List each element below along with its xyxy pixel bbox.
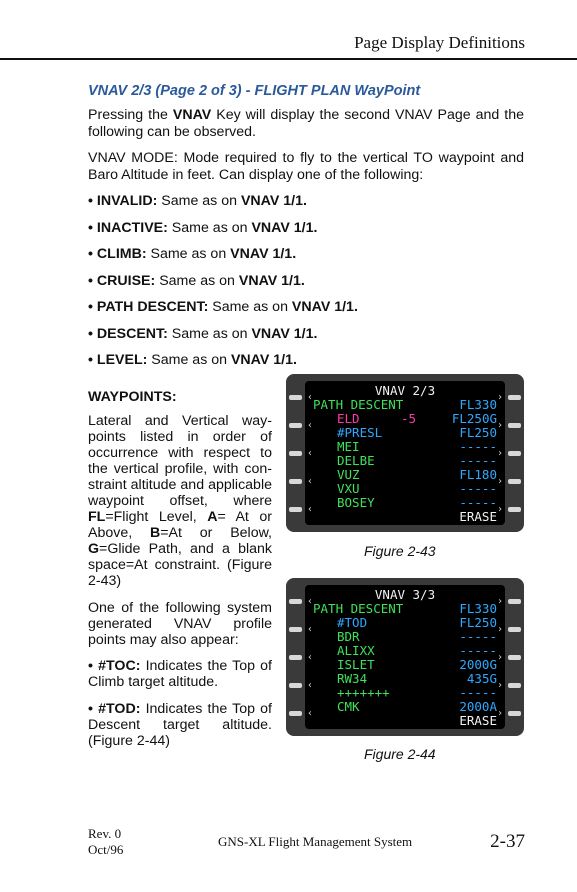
waypoint-altitude: 2000A	[459, 699, 497, 714]
line-select-key[interactable]	[289, 599, 302, 604]
line-select-key[interactable]	[508, 423, 521, 428]
line-select-key[interactable]	[289, 451, 302, 456]
line-select-key[interactable]	[508, 711, 521, 716]
mode-item-descent: • DESCENT: Same as on VNAV 1/1.	[88, 326, 318, 342]
waypoint-altitude: 435G	[466, 671, 497, 686]
revision-number: Rev. 0	[88, 826, 122, 841]
waypoint-altitude: FL250	[459, 615, 497, 630]
left-arrow-icon: ‹	[307, 708, 314, 719]
waypoint-name: #PRESL	[337, 425, 383, 440]
left-arrow-icon: ‹	[307, 420, 314, 431]
line-select-key[interactable]	[289, 423, 302, 428]
mode-item-inactive: • INACTIVE: Same as on VNAV 1/1.	[88, 220, 318, 236]
vnav-mode: PATH DESCENT	[313, 397, 404, 412]
waypoint-altitude: -----	[459, 685, 497, 700]
waypoint-name: MEI	[337, 439, 360, 454]
right-arrow-icon: ›	[496, 652, 503, 663]
line-select-key[interactable]	[289, 395, 302, 400]
left-arrow-icon: ‹	[307, 624, 314, 635]
waypoint-name: CMK	[337, 699, 360, 714]
waypoint-altitude: FL250G	[451, 411, 497, 426]
toc-item: • #TOC: Indicates the Top of Climb target altitude.	[88, 658, 272, 690]
right-arrow-icon: ›	[496, 624, 503, 635]
left-arrow-icon: ‹	[307, 596, 314, 607]
waypoint-row	[313, 426, 497, 440]
vnav-mode-paragraph: VNAV MODE: Mode required to fly to the vertical TO waypoint and Baro Altitude in feet. Can display one of the following:	[88, 150, 524, 183]
section-title: VNAV 2/3 (Page 2 of 3) - FLIGHT PLAN WayPoint	[88, 83, 421, 99]
footer-revision	[88, 826, 123, 858]
cdu-title-line	[313, 384, 497, 398]
figure-caption: Figure 2-44	[364, 746, 436, 762]
left-arrow-icon: ‹	[307, 504, 314, 515]
erase-prompt[interactable]: ERASE	[459, 509, 497, 524]
left-arrow-icon: ‹	[307, 476, 314, 487]
waypoint-row	[313, 482, 497, 496]
right-arrow-icon: ›	[496, 420, 503, 431]
mode-item-cruise: • CRUISE: Same as on VNAV 1/1.	[88, 273, 305, 289]
waypoint-row	[313, 672, 497, 686]
waypoint-altitude: -----	[459, 643, 497, 658]
waypoints-description: Lateral and Vertical way-points listed in order of occurrence with respect to the vertical profile, with con-straint altitude and applicable waypoint offset, where FL=Flight Level, A= At or Above, B=At or Below, G=Glide Path, and a blank space=At constraint. (Figure 2-43)	[88, 413, 272, 589]
left-arrow-icon: ‹	[307, 392, 314, 403]
line-select-key[interactable]	[289, 655, 302, 660]
waypoint-name: BDR	[337, 629, 360, 644]
header-rule	[0, 58, 577, 60]
waypoint-name: VXU	[337, 481, 360, 496]
waypoint-altitude: -----	[459, 481, 497, 496]
right-arrow-icon: ›	[496, 596, 503, 607]
line-select-key[interactable]	[508, 683, 521, 688]
left-arrow-icon: ‹	[307, 448, 314, 459]
waypoint-name: DELBE	[337, 453, 375, 468]
cdu-page-title: VNAV 2/3	[374, 383, 436, 398]
cdu-erase-line	[313, 510, 497, 524]
waypoint-name: VUZ	[337, 467, 360, 482]
cdu-screen	[305, 381, 505, 525]
waypoint-row	[313, 496, 497, 510]
waypoint-row	[313, 412, 497, 426]
waypoint-row	[313, 630, 497, 644]
right-arrow-icon: ›	[496, 392, 503, 403]
cdu-mode-line	[313, 398, 497, 412]
line-select-key[interactable]	[508, 507, 521, 512]
footer-manual-title: GNS-XL Flight Management System	[218, 834, 413, 849]
waypoint-altitude: -----	[459, 629, 497, 644]
page-number: 2-37	[490, 831, 525, 852]
figure-caption: Figure 2-43	[364, 543, 436, 559]
mode-item-invalid: • INVALID: Same as on VNAV 1/1.	[88, 193, 307, 209]
line-select-key[interactable]	[289, 627, 302, 632]
erase-prompt[interactable]: ERASE	[459, 713, 497, 728]
page-header-title: Page Display Definitions	[354, 33, 525, 52]
waypoint-row	[313, 658, 497, 672]
vnav-mode: PATH DESCENT	[313, 601, 404, 616]
waypoint-offset: -5	[401, 411, 417, 426]
profile-points-paragraph: One of the following system generated VNAV profile points may also appear:	[88, 600, 272, 648]
line-select-key[interactable]	[508, 479, 521, 484]
waypoint-row	[313, 686, 497, 700]
line-select-key[interactable]	[508, 627, 521, 632]
left-arrow-icon: ‹	[307, 652, 314, 663]
line-select-key[interactable]	[508, 395, 521, 400]
right-arrow-icon: ›	[496, 680, 503, 691]
mode-item-climb: • CLIMB: Same as on VNAV 1/1.	[88, 246, 297, 262]
cdu-display-vnav-2-3	[286, 374, 524, 532]
mode-altitude: FL330	[459, 601, 497, 616]
waypoint-row	[313, 616, 497, 630]
waypoint-altitude: -----	[459, 453, 497, 468]
waypoint-row	[313, 440, 497, 454]
tod-item: • #TOD: Indicates the Top of Descent target altitude. (Figure 2-44)	[88, 701, 272, 749]
right-arrow-icon: ›	[496, 504, 503, 515]
mode-altitude: FL330	[459, 397, 497, 412]
line-select-key[interactable]	[289, 711, 302, 716]
left-arrow-icon: ‹	[307, 680, 314, 691]
line-select-key[interactable]	[508, 655, 521, 660]
line-select-key[interactable]	[289, 507, 302, 512]
waypoint-name: +++++++	[337, 685, 390, 700]
line-select-key[interactable]	[289, 479, 302, 484]
line-select-key[interactable]	[508, 451, 521, 456]
waypoint-row	[313, 644, 497, 658]
mode-item-path-descent: • PATH DESCENT: Same as on VNAV 1/1.	[88, 299, 358, 315]
mode-item-level: • LEVEL: Same as on VNAV 1/1.	[88, 352, 297, 368]
intro-paragraph: Pressing the VNAV Key will display the second VNAV Page and the following can be observed.	[88, 107, 524, 140]
waypoint-row	[313, 468, 497, 482]
waypoint-altitude: -----	[459, 439, 497, 454]
waypoint-altitude: 2000G	[459, 657, 497, 672]
line-select-key[interactable]	[289, 683, 302, 688]
waypoint-name: ELD	[337, 411, 360, 426]
cdu-mode-line	[313, 602, 497, 616]
line-select-key[interactable]	[508, 599, 521, 604]
waypoint-name: ALIXX	[337, 643, 375, 658]
cdu-screen	[305, 585, 505, 729]
waypoint-row	[313, 700, 497, 714]
right-arrow-icon: ›	[496, 448, 503, 459]
waypoint-name: BOSEY	[337, 495, 375, 510]
cdu-page-title: VNAV 3/3	[374, 587, 436, 602]
waypoint-name: #TOD	[337, 615, 368, 630]
revision-date: Oct/96	[88, 842, 124, 857]
cdu-title-line	[313, 588, 497, 602]
cdu-display-vnav-3-3	[286, 578, 524, 736]
right-arrow-icon: ›	[496, 708, 503, 719]
right-arrow-icon: ›	[496, 476, 503, 487]
waypoint-altitude: -----	[459, 495, 497, 510]
waypoint-name: RW34	[337, 671, 368, 686]
cdu-erase-line	[313, 714, 497, 728]
waypoint-altitude: FL250	[459, 425, 497, 440]
waypoint-altitude: FL180	[459, 467, 497, 482]
waypoint-name: ISLET	[337, 657, 375, 672]
waypoint-row	[313, 454, 497, 468]
waypoints-heading: WAYPOINTS:	[88, 389, 177, 405]
